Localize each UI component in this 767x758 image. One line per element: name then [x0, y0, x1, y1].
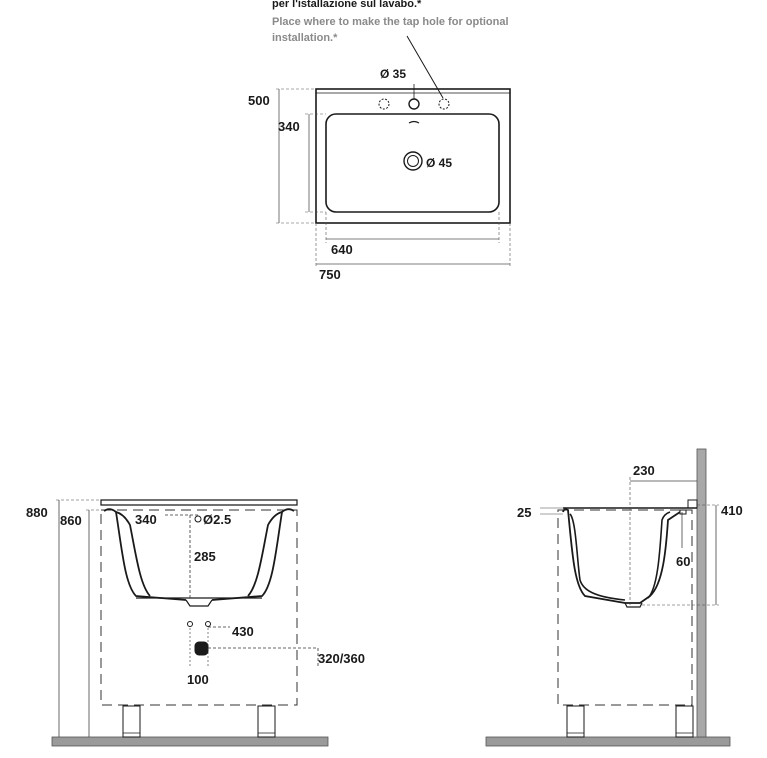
side-view	[486, 449, 730, 746]
basin-depth-label: 340	[278, 119, 300, 134]
front-fixing-hole-right	[206, 622, 211, 627]
front-overflow-hole	[195, 516, 201, 522]
basin-width-label: 640	[331, 242, 353, 257]
front-overflow-diameter-label: Ø2.5	[203, 512, 232, 527]
side-drain-offset-label: 60	[676, 554, 691, 569]
tap-hole-note-italian: per l'istallazione sul lavabo.*	[272, 0, 422, 10]
drain-outer	[404, 152, 422, 170]
side-backsplash	[688, 500, 697, 508]
drain-diameter-label: Ø 45	[426, 156, 453, 170]
side-leg-left	[567, 706, 584, 737]
tap-hole-optional-right	[439, 99, 449, 109]
front-overflow-height-label: 285	[194, 549, 216, 564]
front-view	[52, 500, 328, 746]
front-drain	[186, 600, 212, 606]
front-floor	[52, 737, 328, 746]
front-fixing-spacing-label: 100	[187, 672, 209, 687]
tap-hole-note-english-line1: Place where to make the tap hole for optional	[272, 16, 509, 28]
front-basin-depth-label: 340	[135, 512, 157, 527]
front-waste-outlet	[195, 642, 208, 655]
front-leg-left	[123, 706, 140, 737]
front-fixing-height-label: 430	[232, 624, 254, 639]
overflow-slot	[409, 122, 419, 124]
tap-hole-optional-left	[379, 99, 389, 109]
tap-hole-center	[409, 99, 419, 109]
side-bowl-inner	[570, 512, 670, 600]
front-total-height-label: 880	[26, 505, 48, 520]
side-height-label: 410	[721, 503, 743, 518]
tap-hole-note-english-line2: installation.*	[272, 32, 338, 44]
side-wall-offset-label: 230	[633, 463, 655, 478]
side-floor	[486, 737, 730, 746]
overall-width-label: 750	[319, 267, 341, 282]
front-top-slab	[101, 500, 297, 505]
overall-depth-label: 500	[248, 93, 270, 108]
side-leg-right	[676, 706, 693, 737]
drain-inner	[408, 156, 419, 167]
tap-hole-diameter-label: Ø 35	[380, 67, 407, 81]
side-overflow	[680, 510, 686, 514]
front-basin-top-label: 860	[60, 513, 82, 528]
side-rim-thickness-label: 25	[517, 505, 532, 520]
front-waste-height-label: 320/360	[318, 651, 365, 666]
side-cabinet	[558, 510, 692, 705]
front-fixing-hole-left	[188, 622, 193, 627]
front-leg-right	[258, 706, 275, 737]
top-basin	[326, 114, 499, 212]
side-wall	[697, 449, 706, 737]
